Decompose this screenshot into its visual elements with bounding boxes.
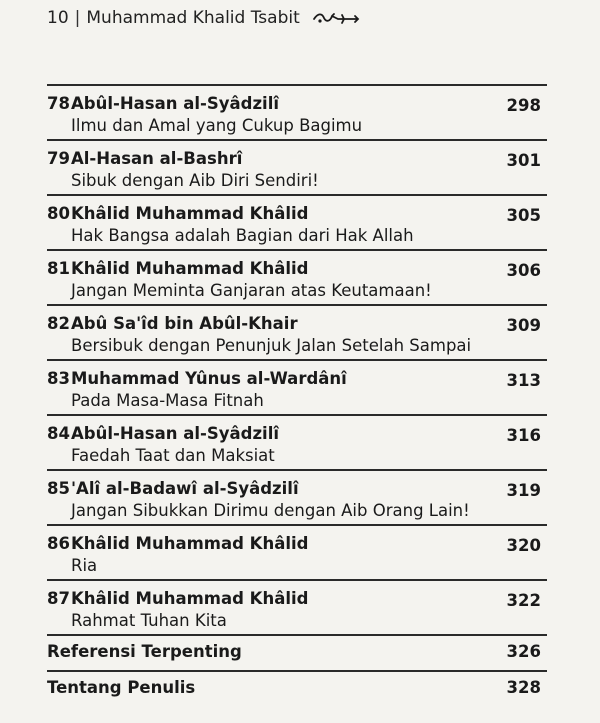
- entry-heading: [47, 424, 279, 443]
- entry-author: Abûl-Hasan al-Syâdzilî: [71, 94, 280, 113]
- entry-page: 316: [506, 426, 541, 445]
- entry-page: 320: [506, 536, 541, 555]
- entry-author: Khâlid Muhammad Khâlid: [71, 589, 309, 608]
- calligraphy-ornament-icon: [312, 10, 362, 26]
- entry-author: 'Alî al-Badawî al-Syâdzilî: [71, 479, 299, 498]
- entry-heading: [47, 479, 299, 498]
- references-page: 326: [506, 642, 541, 661]
- entry-number: 79: [47, 149, 70, 168]
- page-number: 10: [47, 8, 69, 28]
- toc-entry-84: [47, 416, 547, 471]
- toc-entry-83: [47, 361, 547, 416]
- entry-subtitle: Rahmat Tuhan Kita: [71, 611, 227, 630]
- entry-page: 322: [506, 591, 541, 610]
- entry-page: 319: [506, 481, 541, 500]
- entry-subtitle: Hak Bangsa adalah Bagian dari Hak Allah: [71, 226, 414, 245]
- toc-entry-85: [47, 471, 547, 526]
- entry-author: Abûl-Hasan al-Syâdzilî: [71, 424, 280, 443]
- entry-subtitle: Faedah Taat dan Maksiat: [71, 446, 275, 465]
- toc-entry-about-author: [47, 672, 547, 706]
- entry-author: Khâlid Muhammad Khâlid: [71, 259, 309, 278]
- entry-number: 87: [47, 589, 70, 608]
- entry-author: Khâlid Muhammad Khâlid: [71, 204, 309, 223]
- entry-subtitle: Jangan Meminta Ganjaran atas Keutamaan!: [71, 281, 432, 300]
- entry-subtitle: Ilmu dan Amal yang Cukup Bagimu: [71, 116, 363, 135]
- running-title: Muhammad Khalid Tsabit: [86, 8, 300, 28]
- entry-page: 313: [506, 371, 541, 390]
- entry-heading: [47, 534, 308, 553]
- entry-author: Khâlid Muhammad Khâlid: [71, 534, 309, 553]
- header-separator: |: [74, 8, 81, 28]
- entry-heading: [47, 204, 308, 223]
- entry-author: Al-Hasan al-Bashrî: [71, 149, 243, 168]
- entry-number: 82: [47, 314, 70, 333]
- running-header: [47, 6, 362, 30]
- toc-entry-79: [47, 141, 547, 196]
- about-author-title: Tentang Penulis: [47, 678, 196, 697]
- entry-subtitle: Sibuk dengan Aib Diri Sendiri!: [71, 171, 319, 190]
- entry-heading: [47, 94, 279, 113]
- entry-heading: [47, 259, 308, 278]
- entry-number: 85: [47, 479, 70, 498]
- entry-subtitle: Bersibuk dengan Penunjuk Jalan Setelah Sampai: [71, 336, 472, 355]
- entry-author: Muhammad Yûnus al-Wardânî: [71, 369, 347, 388]
- toc-entry-86: [47, 526, 547, 581]
- table-of-contents: [47, 84, 547, 706]
- entry-number: 80: [47, 204, 70, 223]
- entry-page: 301: [506, 151, 541, 170]
- entry-number: 86: [47, 534, 70, 553]
- about-author-page: 328: [506, 678, 541, 697]
- entry-subtitle: Pada Masa-Masa Fitnah: [71, 391, 264, 410]
- toc-entry-81: [47, 251, 547, 306]
- entry-page: 298: [506, 96, 541, 115]
- entry-heading: [47, 149, 242, 168]
- toc-entry-78: [47, 86, 547, 141]
- entry-page: 306: [506, 261, 541, 280]
- entry-number: 78: [47, 94, 70, 113]
- entry-heading: [47, 314, 298, 333]
- toc-entry-references: [47, 636, 547, 672]
- toc-entry-87: [47, 581, 547, 636]
- entry-number: 84: [47, 424, 70, 443]
- entry-page: 305: [506, 206, 541, 225]
- toc-entry-82: [47, 306, 547, 361]
- entry-page: 309: [506, 316, 541, 335]
- references-title: Referensi Terpenting: [47, 642, 242, 661]
- entry-author: Abû Sa'îd bin Abûl-Khair: [71, 314, 298, 333]
- toc-entry-80: [47, 196, 547, 251]
- entry-number: 81: [47, 259, 70, 278]
- entry-subtitle: Ria: [71, 556, 98, 575]
- entry-subtitle: Jangan Sibukkan Dirimu dengan Aib Orang Lain!: [71, 501, 470, 520]
- entry-heading: [47, 589, 308, 608]
- entry-heading: [47, 369, 347, 388]
- entry-number: 83: [47, 369, 70, 388]
